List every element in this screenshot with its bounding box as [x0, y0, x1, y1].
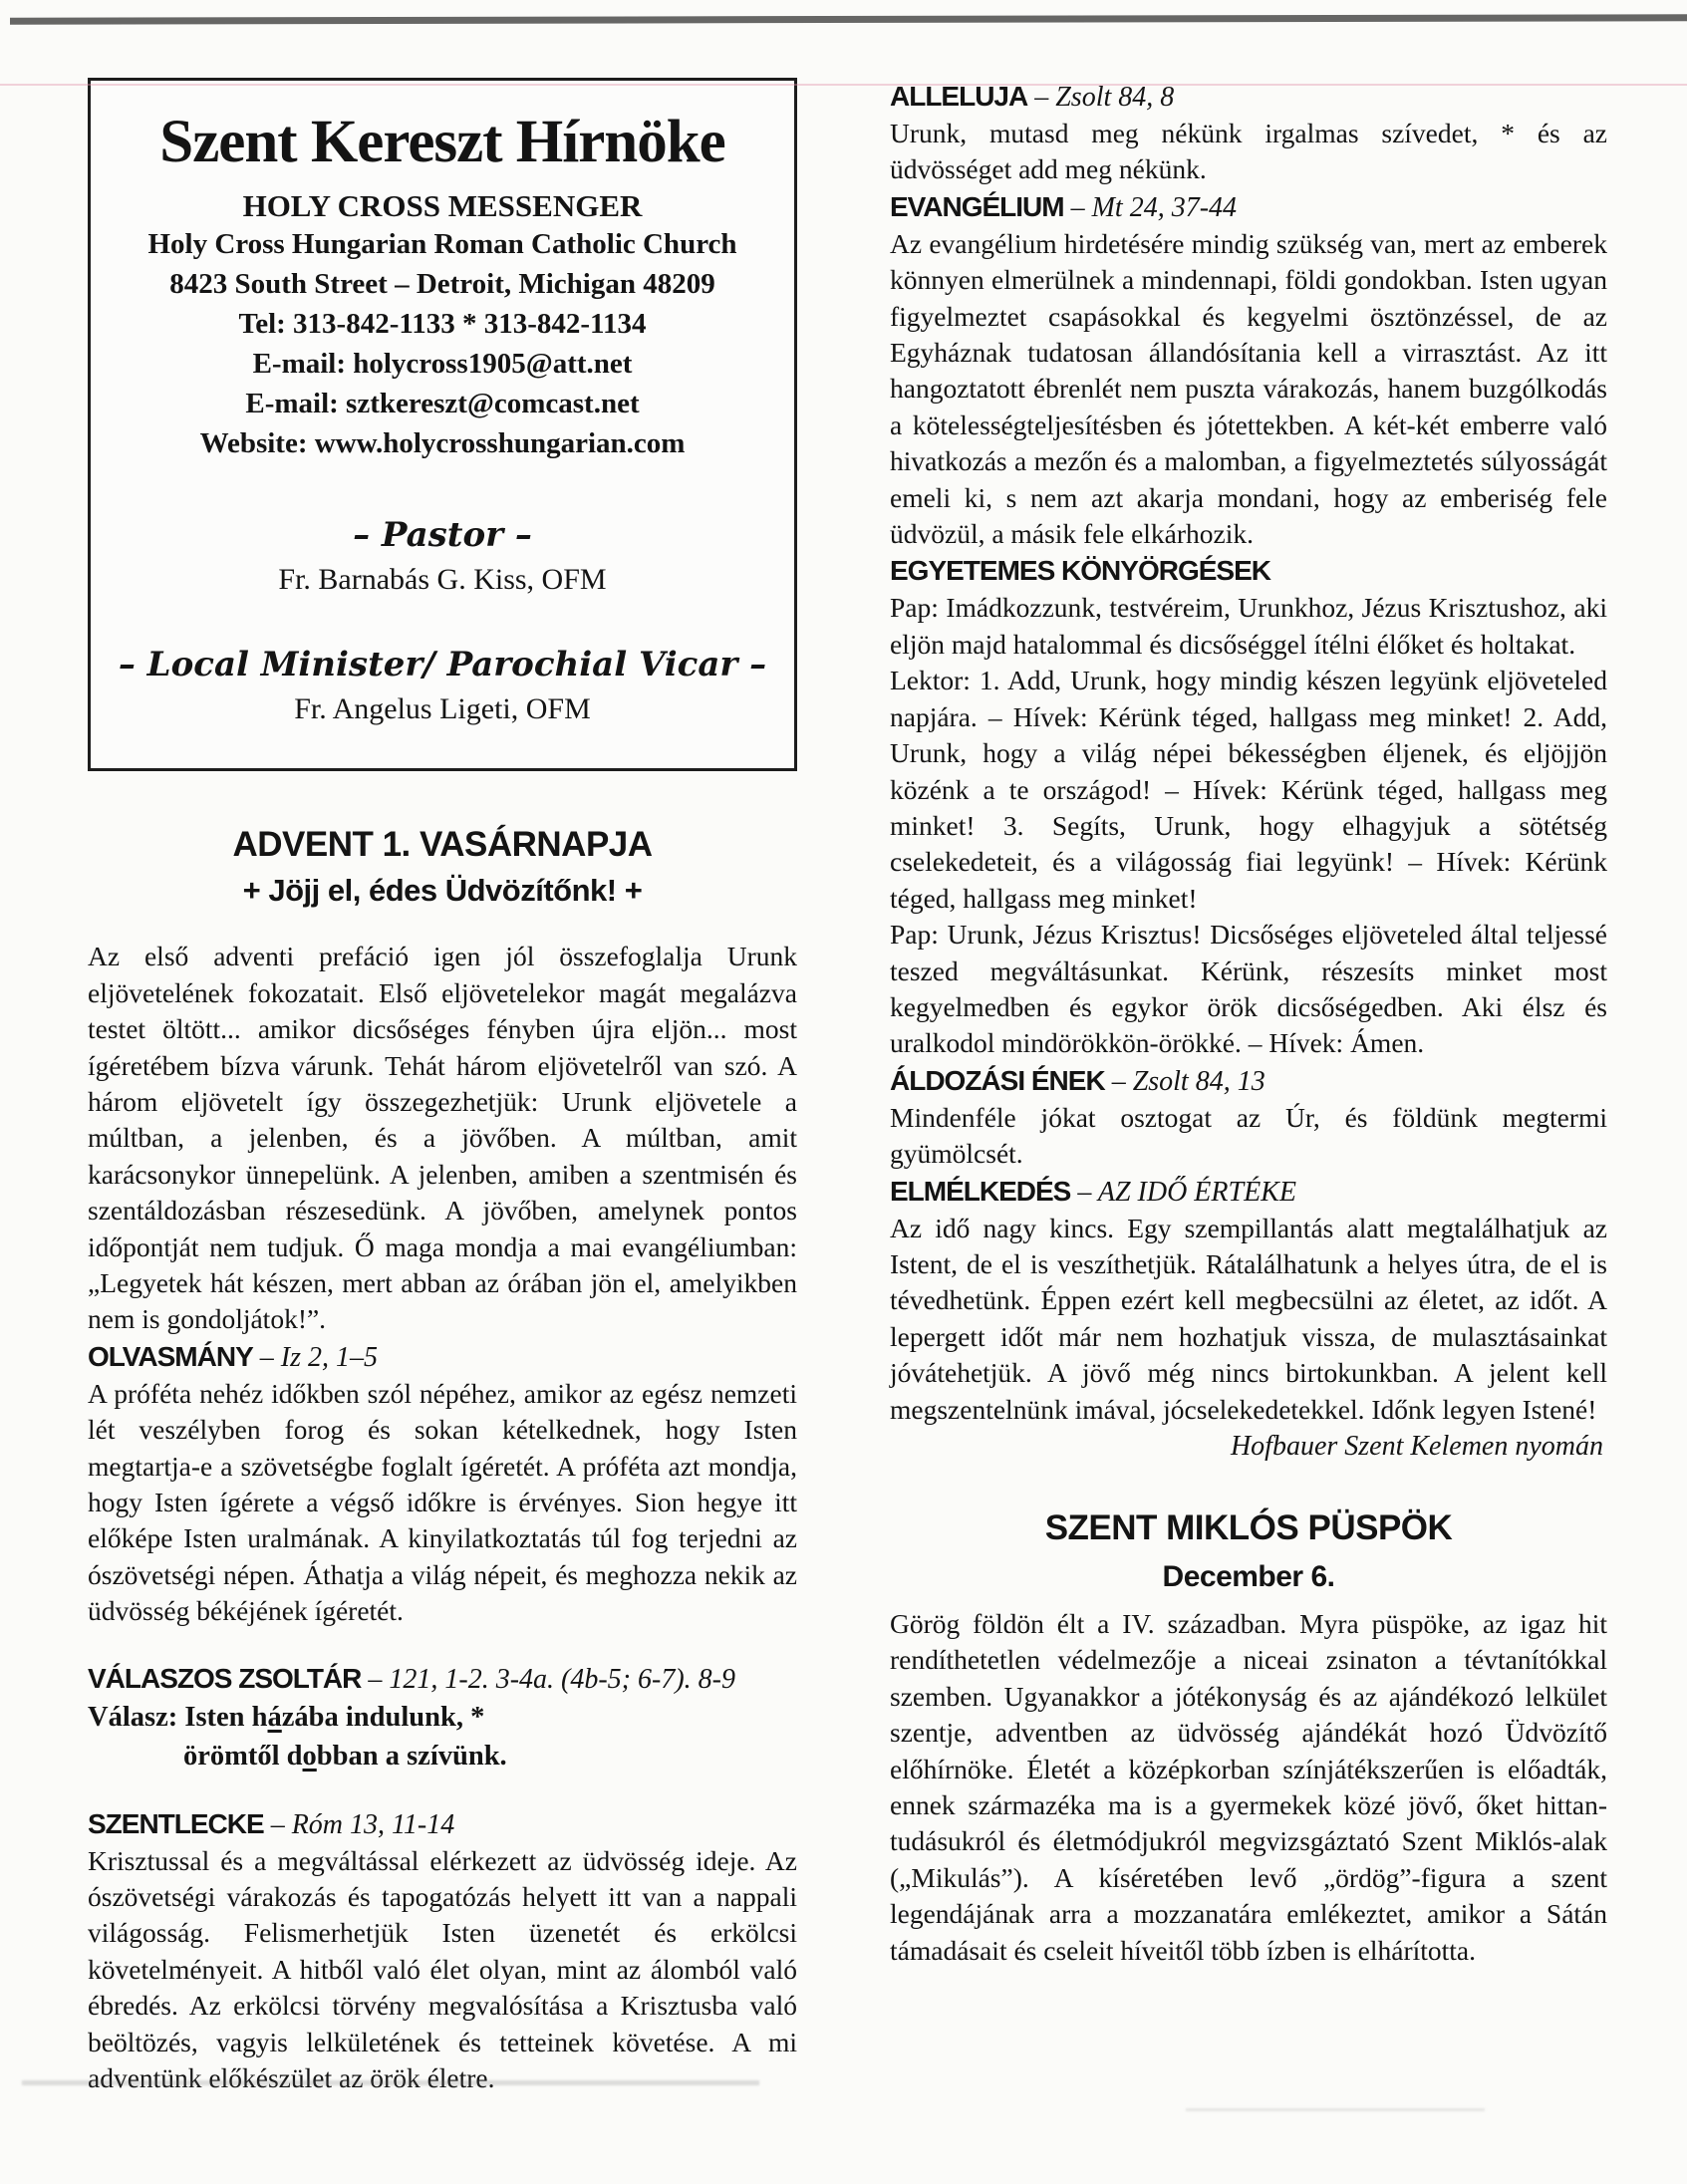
scan-smudge-artifact: [1186, 2108, 1485, 2111]
church-website: Website: www.holycrosshungarian.com: [199, 427, 686, 460]
aldozasi-paragraph: Mindenféle jókat osztogat az Úr, és földünk megtermi gyümölcsét.: [890, 1101, 1607, 1170]
szent-miklos-date: December 6.: [1162, 1560, 1335, 1593]
vicar-name: Fr. Angelus Ligeti, OFM: [294, 692, 591, 726]
olvasmany-heading-label: OLVASMÁNY: [88, 1340, 253, 1372]
pastor-label: – Pastor –: [353, 515, 532, 556]
alleluja-section: [890, 78, 1607, 188]
zsoltar-heading-label: VÁLASZOS ZSOLTÁR: [88, 1662, 362, 1694]
evangelium-heading-label: EVANGÉLIUM: [890, 190, 1064, 222]
zsoltar-section: [88, 1660, 797, 1775]
aldozasi-reference: – Zsolt 84, 13: [1111, 1065, 1265, 1097]
church-email-1: E-mail: holycross1905@att.net: [252, 348, 633, 381]
elmelkedes-paragraph: Az idő nagy kincs. Egy szempillantás alatt megtalálhatjuk az Istent, de el is veszíthetjük. Rátalálhatunk a helyes útra, de el is tévedhetünk. Éppen ezért kell megbecsülni az életet, az időt. A lepergett időt már nem hozhatjuk vissza, de mulasztásainkat jóvátehetjük. A jövő még nincs birtokunkban. A jelent kell megszentelnünk imával, jócselekedetekkel. Időnk legyen Istené!: [890, 1212, 1607, 1425]
szentlecke-paragraph: Krisztussal és a megváltással elérkezett az üdvösség ideje. Az ószövetségi várakozás és tapogatózás helyett itt van a nappali világosság. Felismerhetjük Isten üzenetét és erkölcsi követelményeit. A hitből való élet olyan, mint az álomból való ébredés. Az erkölcsi törvény megvalósítása a Krisztusba való beöltözés, vagyis lelkületének és tetteinek követése. A mi adventünk előkészület az örök életre.: [88, 1844, 797, 2094]
konyorgesek-priest-paragraph: Pap: Imádkozzunk, testvéreim, Urunkhoz, Jézus Krisztushoz, aki eljön majd hatalommal és dicsőséggel ítélni élőket és holtakat.: [890, 592, 1607, 660]
church-address: 8423 South Street – Detroit, Michigan 48209: [169, 268, 715, 301]
alleluja-paragraph: Urunk, mutasd meg nékünk irgalmas szívedet, * és az üdvösséget add meg nékünk.: [890, 118, 1607, 185]
alleluja-reference: – Zsolt 84, 8: [1034, 82, 1175, 113]
elmelkedes-heading: [890, 1173, 1607, 1211]
advent-paragraph: Az első adventi prefáció igen jól összefoglalja Urunk eljövetelének fokozatait. Első eljövetelekor magát megalázva testet öltött... amikor dicsőséges fényben újra eljön... most ígéretébem bízva várunk. Tehát három eljövetelről van szó. A három eljövetelt így összegezhetjük: Urunk eljövetele a múltban, a jelenben, és a jövőben. A múltban, amit karácsonykor ünnepelünk. A jelenben, amiben a szentmisén és szentáldozásban részesedünk. A jövőben, amelynek pontos időpontját nem tudjuk. Ő maga mondja a mai evangéliumban: „Legyetek hát készen, mert abban az órában jön el, amelyikben nem is gondoljátok!”.: [88, 941, 797, 1335]
scan-smudge-artifact: [22, 2080, 759, 2085]
elmelkedes-heading-label: ELMÉLKEDÉS: [890, 1175, 1071, 1207]
konyorgesek-section: [890, 552, 1607, 1061]
szent-miklos-section: [890, 1508, 1607, 1969]
konyorgesek-priest-closing-paragraph: Pap: Urunk, Jézus Krisztus! Dicsőséges eljöveteled által teljessé teszed megváltásunkat. Kérünk, részesíts minket most kegyelmedben és egykor örök dicsőségedben. Aki élsz és uralkodol mindörökkön-örökké. – Hívek: Ámen.: [890, 919, 1607, 1059]
evangelium-heading: [890, 188, 1607, 226]
aldozasi-section: [890, 1062, 1607, 1173]
olvasmany-paragraph: A próféta nehéz időkben szól népéhez, amikor az egész nemzeti lét veszélyben forog és sokan kételkednek, hogy Isten megtartja-e a szövetségbe foglalt ígéretét. A próféta azt mondja, hogy Isten ígérete a végső időkre is érvényes. Sion hegye itt előképe Isten uralmának. A kinyilatkoztatás túl fog terjedni az ószövetségi népen. Áthatja a világ népeit, és meghozza nekik az üdvösség békéjének ígéretét.: [88, 1377, 797, 1627]
response-text: zába indulunk, *: [281, 1701, 485, 1733]
szentlecke-section: [88, 1805, 797, 2097]
response-text: Válasz: Isten h: [88, 1701, 268, 1733]
response-text: bban a szívünk.: [316, 1740, 507, 1772]
aldozasi-heading-label: ÁLDOZÁSI ÉNEK: [890, 1064, 1105, 1096]
underlined-letter: á: [267, 1701, 282, 1733]
church-name: Holy Cross Hungarian Roman Catholic Church: [147, 228, 737, 261]
evangelium-paragraph: Az evangélium hirdetésére mindig szükség van, mert az emberek könnyen elmerülnek a mindennapi, földi gondokban. Isten ugyan figyelmeztet csapásokkal és kegyelmi ösztönzéssel, de az Egyháznak tudatosan állandósítania kell a virrasztást. Az itt hangoztatott ébrenlét nem puszta várakozás, hanem buzgólkodás a kötelességteljesítésben és jótettekben. A két-két emberre való hivatkozás a mezőn és a malomban, a figyelmeztetés súlyosságát emeli ki, s nem azt akarja mondani, hogy az emberiség fele üdvözül, a másik fele elkárhozik.: [890, 227, 1607, 550]
right-column: [890, 78, 1607, 2096]
church-phone: Tel: 313-842-1133 * 313-842-1134: [238, 308, 647, 341]
zsoltar-response-line-2: [88, 1737, 797, 1775]
szentlecke-heading: [88, 1805, 797, 1843]
pastor-name: Fr. Barnabás G. Kiss, OFM: [278, 563, 607, 597]
szentlecke-heading-label: SZENTLECKE: [88, 1807, 264, 1839]
evangelium-section: [890, 188, 1607, 553]
underlined-letter: o: [302, 1740, 317, 1772]
advent-subheading: + Jöjj el, édes Üdvözítőnk! +: [242, 873, 643, 909]
response-text: örömtől d: [183, 1740, 303, 1772]
zsoltar-heading: [88, 1660, 797, 1698]
olvasmany-section: [88, 1338, 797, 1630]
church-email-2: E-mail: sztkereszt@comcast.net: [245, 388, 640, 420]
evangelium-reference: – Mt 24, 37-44: [1070, 191, 1238, 223]
szent-miklos-paragraph: Görög földön élt a IV. században. Myra püspöke, az igaz hit rendíthetetlen védelmezője a niceai zsinaton a tévtanítókkal szemben. Ugyanakkor a jótékonyság és az ajándékozó lelkület szentje, adventben az üdvösség ajándékát hozó Üdvözítő előhírnöke. Életét a középkorban színjátékszerűen is előadták, ennek származéka ma is a gyermekek közé jövő, őket hittan-tudásukról és életmódjukról megvizsgáztató Szent Miklós-alak („Mikulás”). A kíséretében levő „ördög”-figura a szent legendájának arra a mozzanatára emlékeztet, amikor a Sátán támadásait és cseleit híveitől több ízben is elhárította.: [890, 1608, 1607, 1966]
elmelkedes-reference: – AZ IDŐ ÉRTÉKE: [1077, 1176, 1296, 1208]
elmelkedes-section: [890, 1173, 1607, 1465]
szent-miklos-heading: SZENT MIKLÓS PÜSPÖK: [1044, 1508, 1453, 1547]
alleluja-heading-label: ALLELUJA: [890, 81, 1028, 112]
scan-pink-line-artifact: [0, 84, 1687, 86]
aldozasi-heading: [890, 1062, 1607, 1100]
advent-heading: ADVENT 1. VASÁRNAPJA: [232, 825, 653, 865]
left-column: [88, 78, 797, 2096]
szentlecke-reference: – Róm 13, 11-14: [270, 1808, 455, 1840]
newsletter-title: Szent Kereszt Hírnöke: [159, 109, 725, 175]
vicar-label: – Local Minister/ Parochial Vicar –: [118, 645, 767, 685]
olvasmany-reference: – Iz 2, 1–5: [259, 1341, 378, 1373]
elmelkedes-credit: Hofbauer Szent Kelemen nyomán: [1230, 1431, 1603, 1462]
newsletter-subtitle: HOLY CROSS MESSENGER: [242, 188, 643, 224]
zsoltar-response-line-1: [88, 1698, 797, 1737]
konyorgesek-heading-label: EGYETEMES KÖNYÖRGÉSEK: [890, 555, 1270, 587]
olvasmany-heading: [88, 1338, 797, 1376]
konyorgesek-heading: [890, 552, 1607, 590]
masthead-box: [88, 78, 797, 771]
konyorgesek-lector-paragraph: Lektor: 1. Add, Urunk, hogy mindig készen legyünk eljöveteled napjára. – Hívek: Kérünk téged, hallgass meg minket! 2. Add, Urunk, hogy a világ népei békességben éljenek, és eljöjjön közénk a te országod! – Hívek: Kérünk téged, hallgass meg minket! 3. Segíts, Urunk, hogy elhagyjuk a sötétség cselekedeteit, és a világosság fiai legyünk! – Hívek: Kérünk téged, hallgass meg minket!: [890, 665, 1607, 914]
zsoltar-reference: – 121, 1-2. 3-4a. (4b-5; 6-7). 8-9: [368, 1663, 735, 1695]
